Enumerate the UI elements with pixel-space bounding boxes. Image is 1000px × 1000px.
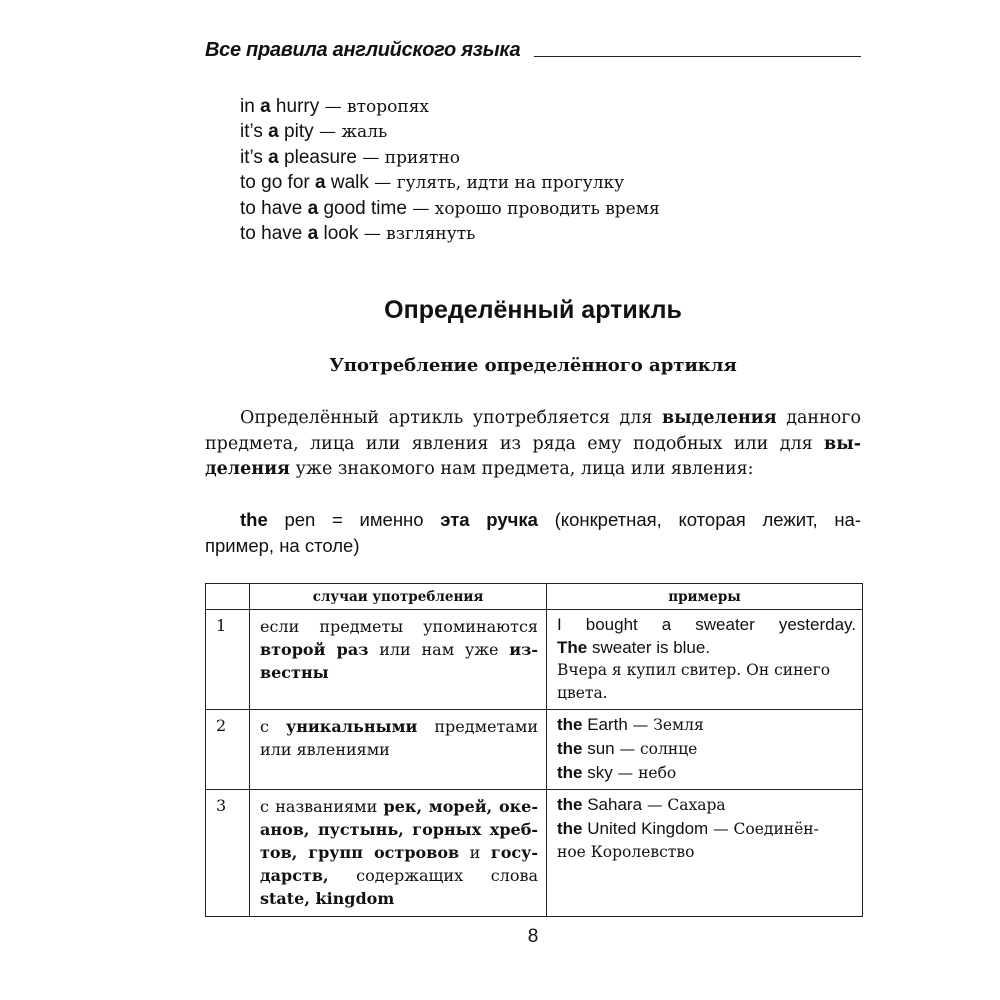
example-paragraph: [205, 507, 861, 558]
section-title: Определённый артикль: [384, 296, 682, 324]
example-cell: I bought a sweater yesterday. The sweater is blue. Вчера я купил свитер. Он синего цвета.: [547, 610, 863, 710]
header-examples: примеры: [547, 584, 863, 610]
table-header-row: [206, 584, 863, 610]
paragraph-line: деления уже знакомого нам предмета, лица или явления:: [205, 459, 754, 479]
case-cell: с названиями рек, морей, оке- анов, пустынь, горных хреб- тов, групп островов и госу- дарств, содержащих слова state, kingdom: [250, 790, 547, 917]
paragraph-line: предмета, лица или явления из ряда ему подобных или для вы-: [205, 433, 861, 454]
rule-paragraph: [205, 406, 861, 483]
table-row: [206, 710, 863, 790]
list-item: it’s a pity — жаль: [240, 121, 388, 143]
paragraph-line: Определённый артикль употребляется для выделения данного: [240, 408, 862, 428]
header-cases: случаи употребления: [250, 584, 547, 610]
table-row: [206, 610, 863, 710]
row-number: 3: [206, 790, 250, 917]
header-num: [206, 584, 250, 610]
phrase-list: [240, 94, 660, 246]
example-line: the pen = именно эта ручка (конкретная, которая лежит, на-: [240, 509, 861, 530]
book-title: Все правила английского языка: [205, 39, 521, 61]
list-item: to go for a walk — гулять, идти на прогулку: [240, 172, 625, 194]
example-cell: the Sahara — Сахара the United Kingdom — Соединён- ное Королевство: [547, 790, 863, 917]
list-item: to have a look — взглянуть: [240, 222, 476, 244]
list-item: to have a good time — хорошо проводить время: [240, 197, 660, 219]
page-number: 8: [527, 926, 539, 947]
table-row: [206, 790, 863, 917]
example-line: пример, на столе): [205, 534, 360, 556]
usage-table: [205, 583, 863, 917]
example-cell: the Earth — Земля the sun — солнце the sky — небо: [547, 710, 863, 790]
header-rule: [534, 56, 861, 57]
row-number: 1: [206, 610, 250, 710]
row-number: 2: [206, 710, 250, 790]
list-item: it’s a pleasure — приятно: [240, 146, 460, 168]
subsection-title: Употребление определённого артикля: [329, 355, 737, 376]
case-cell: с уникальными предметами или явлениями: [250, 710, 547, 790]
case-cell: если предметы упоминаются второй раз или нам уже из- вестны: [250, 610, 547, 710]
list-item: in a hurry — второпях: [240, 96, 430, 117]
running-header: [205, 36, 861, 66]
